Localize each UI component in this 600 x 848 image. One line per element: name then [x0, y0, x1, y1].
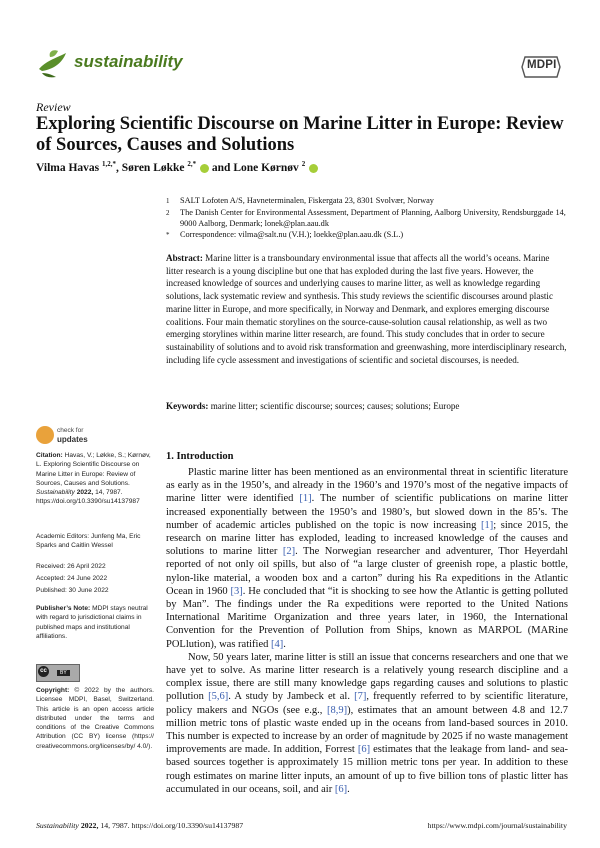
author-name: Vilma Havas [36, 162, 100, 174]
author-name: Lone Kørnøv [233, 162, 299, 174]
author-list: Vilma Havas $^{1,2,*}$, Søren Løkke $^{2,*}$ and Lone Kørnøv $^2$ [36, 162, 318, 174]
text-run: Plastic marine litter has been mentioned as an environmental threat in scientific literature as early as in the 1950’s, and already in the 1960’s and 1970’s most of the negative impacts of marine litter were identified [166, 467, 568, 505]
citation-link[interactable]: [1] [480, 519, 494, 531]
affiliations [166, 195, 566, 241]
body-text [166, 466, 568, 796]
abstract-label: Abstract: [166, 253, 203, 263]
footer-doi[interactable]: 14, 7987. https://doi.org/10.3390/su14137987 [100, 821, 244, 830]
footer-journal: Sustainability [36, 821, 79, 830]
correspondence-text: Correspondence: vilma@salt.nu (V.H.); loekke@plan.aau.dk (S.L.) [180, 230, 404, 239]
citation-link[interactable]: [2] [282, 546, 296, 558]
text-run: . A study by Jambeck et al. [228, 691, 355, 703]
check-updates-line2[interactable]: updates [57, 435, 88, 444]
citation-link[interactable]: [8,9] [326, 704, 348, 716]
paragraph [166, 466, 568, 651]
citation-link[interactable]: [6] [334, 783, 348, 795]
accepted-date: Accepted: 24 June 2022 [36, 575, 108, 582]
publisher-note [36, 604, 154, 641]
academic-editors: Academic Editors: Junfeng Ma, Eric Sparks and Caitlin Wessel [36, 533, 141, 550]
citation-link[interactable]: [6] [357, 744, 371, 756]
text-run: ; since 2015, the research on marine litter has exploded, leading to increased knowledge of the causes and solutions to marine litter [166, 519, 568, 558]
abstract [166, 252, 567, 366]
author-name: Søren Løkke [121, 162, 185, 174]
author-affiliation-marker: 2 [301, 160, 306, 169]
check-updates-line1[interactable]: check for [57, 427, 84, 434]
keywords [166, 401, 567, 411]
paragraph [166, 651, 568, 796]
citation-doi[interactable]: 14, 7987. https://doi.org/10.3390/su14137987 [36, 489, 140, 506]
keywords-label: Keywords: [166, 401, 209, 411]
cc-by-icon: BY [57, 670, 70, 676]
author-affiliation-marker: 2,* [187, 160, 197, 169]
copyright-text: © 2022 by the authors. Licensee MDPI, Basel, Switzerland. This article is an open access article distributed under the terms and conditions of the Creative Commons Attribution (CC BY) license (https:// creativecommons.org/licenses/by/ 4.0/). [36, 687, 155, 750]
affiliation-text: The Danish Center for Environmental Assessment, Department of Planning, Aalborg University, Rendsburggade 14, 9000 Aalborg, Denmark; lonek@plan.aau.dk [180, 208, 566, 228]
published-date: Published: 30 June 2022 [36, 587, 109, 594]
citation-year: 2022, [76, 489, 94, 497]
affiliation-number: * [166, 231, 170, 239]
text-run: estimates that the leakage from land- and sea- based sources together is approximately 15 million metric tons per year. In addition to these rough estimates on marine litter inputs, an amount of up to five billion tons of plastic litter has accumulated in our oceans, soil, and air [166, 744, 568, 795]
text-run: . [347, 783, 350, 795]
text-run: Now, 50 years later, marine litter is still an issue that concerns researchers and one that we have yet to solve. As marine litter research is a relatively young research discipline and a complex issue, there are still many knowledge gaps regarding causes and solutions to plastic pollution [166, 651, 568, 703]
check-updates-icon[interactable] [36, 426, 54, 444]
text-run: . The Norwegian researcher and adventurer, Thor Heyerdahl reported of not only oil spills, but also of “a large cluster of greenish rope, a plastic bottle, nylon-like material, a wooden box and a carton” during his Ra expeditions in the Atlantic Ocean in 1960 [166, 546, 568, 597]
citation-journal: Sustainability [36, 489, 75, 497]
journal-name: sustainability [74, 52, 183, 71]
publisher-note-text: MDPI stays neutral with regard to jurisdictional claims in published maps and institutional affiliations. [36, 605, 148, 640]
text-run: . The number of scientific publications on marine litter increased exponentially between the 1950’s and 1980’s, but slowed down in the 85’s. The number of academic articles published on the topic is now increasing [166, 493, 568, 531]
orcid-icon[interactable] [200, 164, 209, 173]
text-run: . He concluded that “it is shocking to see how the Atlantic is getting polluted by Man”. The findings under the Ra expeditions were reported to the United Nations International Maritime Organization and three years later, in 1960, the International Convention for the Prevention of Pollution from Ships, known as MARPOL (MARine POLlution), was ratified [166, 585, 569, 650]
text-run: ), estimates that an amount between 4.8 and 12.7 million metric tons of plastic waste ended up in the oceans from land-based sources in 2010. This number is expected to increase by an order of magnitude by 2025 if no waste management improvements are made. In addition, Forrest [166, 704, 568, 756]
footer-year: 2022, [80, 821, 99, 830]
article-type: Review [36, 100, 71, 114]
received-date: Received: 26 April 2022 [36, 563, 106, 570]
text-run: . [283, 638, 286, 650]
footer-citation [36, 821, 243, 830]
article-title: Exploring Scientific Discourse on Marine Litter in Europe: Review of Sources, Causes and Solutions [36, 114, 564, 155]
text-run: , frequently referred to by scientific literature, policy makers and NGOs (see e.g., [166, 691, 568, 716]
author-affiliation-marker: 1,2,* [102, 160, 117, 169]
citation-link[interactable]: [7] [354, 691, 367, 703]
citation-link[interactable]: [3] [230, 585, 243, 597]
affiliation-number: 2 [166, 209, 170, 217]
abstract-text: Marine litter is a transboundary environmental issue that affects all the world’s oceans. Marine litter research is a young discipline but one that has exploded during the last five years. However, the increased knowledge of sources and underlying causes to marine litter, as well as knowledge regarding solutions, lack systematic review and synthesis. This study reviews the scientific discourses around plastic marine litter in Europe, and more specifically, in Norway and Denmark, and explores emerging discourse coalitions. Four main thematic storylines on the source-cause-solution causal relationship, as well as two emerging storylines within marine litter research, are found. This study concludes that in order to secure sustainability of solutions and to avoid risk transformation and greenwashing, more interdisciplinary research, including life cycle assessment and investigations of scientific and societal discourses, is needed. [166, 253, 567, 365]
citation-link[interactable]: [1] [299, 493, 312, 505]
publisher-note-label: Publisher’s Note: [36, 605, 91, 612]
citation-link[interactable]: [4] [270, 638, 284, 650]
cc-icon: cc [38, 666, 49, 677]
publisher-name: MDPI [527, 59, 557, 71]
copyright-block [36, 686, 154, 751]
footer-journal-url[interactable]: https://www.mdpi.com/journal/sustainability [427, 821, 567, 830]
journal-leaf-logo [36, 47, 70, 79]
citation-label: Citation: [36, 452, 63, 459]
keywords-text: marine litter; scientific discourse; sources; causes; solutions; Europe [210, 401, 460, 411]
copyright-label: Copyright: [36, 687, 70, 694]
affiliation-number: 1 [166, 197, 170, 205]
citation-text: Havas, V.; Løkke, S.; Kørnøv, L. Exploring Scientific Discourse on Marine Litter in Europe: Review of Sources, Causes and Solutions. [36, 452, 151, 487]
orcid-icon[interactable] [309, 164, 318, 173]
section-heading: 1. Introduction [166, 451, 234, 462]
affiliation-text: SALT Lofoten A/S, Havneterminalen, Fiskergata 23, 8301 Svolvær, Norway [180, 196, 434, 205]
citation-block [36, 451, 154, 507]
citation-link[interactable]: [5,6] [208, 691, 229, 703]
